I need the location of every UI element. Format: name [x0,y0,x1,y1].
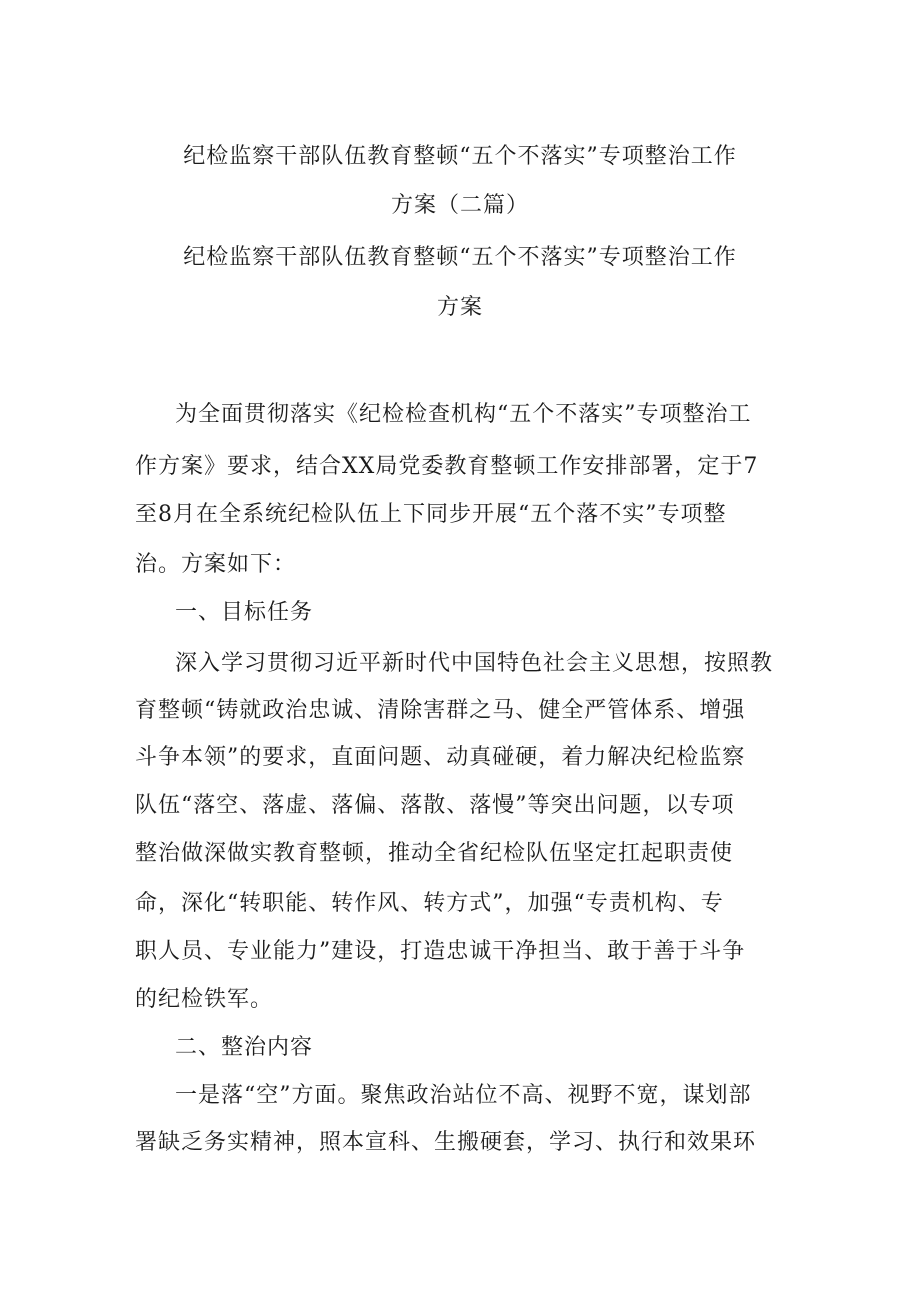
section-heading: 一、目标任务 [175,600,314,625]
paragraph-line: 整治做深做实教育整顿，推动全省纪检队伍坚定扛起职责使 [135,841,734,866]
paragraph-line: 深入学习贯彻习近平新时代中国特色社会主义思想，按照教 [175,651,774,676]
paragraph-line: 为全面贯彻落实《纪检检查机构“五个不落实”专项整治工 [175,402,752,427]
paragraph-line: 作方案》要求，结合XX局党委教育整顿工作安排部署，定于7 [135,454,759,479]
document-title-line-4: 方案 [436,295,483,320]
paragraph-line: 的纪检铁军。 [135,987,274,1012]
paragraph-line: 斗争本领”的要求，直面问题、动真碰硬，着力解决纪检监察 [135,745,746,770]
document-title-line-2: 方案（二篇） [390,193,529,218]
paragraph-line: 队伍“落空、落虚、落偏、落散、落慢”等突出问题，以专项 [135,793,735,818]
paragraph-line: 治。方案如下： [135,552,297,577]
paragraph-line: 一是落“空”方面。聚焦政治站位不高、视野不宽，谋划部 [175,1083,752,1108]
document-title-line-1: 纪检监察干部队伍教育整顿“五个不落实”专项整治工作 [183,144,737,169]
paragraph-line: 署缺乏务实精神，照本宣科、生搬硬套，学习、执行和效果环 [135,1130,757,1155]
paragraph-line: 至8月在全系统纪检队伍上下同步开展“五个落不实”专项整 [135,502,727,527]
paragraph-line: 育整顿“铸就政治忠诚、清除害群之马、健全严管体系、增强 [135,698,746,723]
paragraph-line: 命，深化“转职能、转作风、转方式”，加强“专责机构、专 [135,891,724,916]
paragraph-line: 职人员、专业能力”建设，打造忠诚干净担当、敢于善于斗争 [135,939,746,964]
document-title-line-3: 纪检监察干部队伍教育整顿“五个不落实”专项整治工作 [183,245,737,270]
section-heading: 二、整治内容 [175,1035,314,1060]
